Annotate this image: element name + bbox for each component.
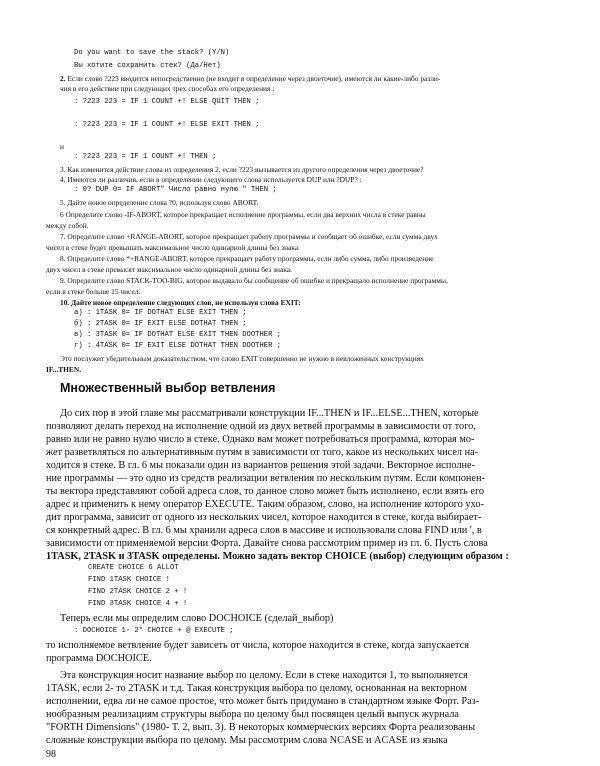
exercise-7: 7. Определите слово +RANGE-ABORT, которое прекращает работу программы и сообщает об ошибке, если сумма двух — [60, 232, 438, 241]
prompt-line-en: Do you want to save the stack? (Y/N) — [74, 49, 230, 57]
exercise-10-conclusion: Это послужит убедительным доказательством, что слово EXIT совершенно не нужно в невложенных конструкциях — [60, 354, 424, 363]
paragraph-line: равно или не равно нулю число в стеке. Однако вам может потребоваться программа, которая мо- — [46, 434, 475, 445]
exercise-10: 10. Дайте новое определение следующих слов, не используя слова EXIT: — [60, 298, 301, 307]
exercise-7-cont: чисел в стеке будет превышать максимальное число одинарной длины без знака. — [46, 243, 300, 252]
exercise-10-conclusion-cont: IF...THEN. — [46, 365, 82, 374]
exercise-10-row-a: а) : 1TASK 0= IF DOTHAT ELSE EXIT THEN ; — [74, 309, 247, 317]
page-number: 98 — [46, 749, 56, 760]
code-line: FIND 3TASK CHOICE 4 + ! — [88, 600, 188, 608]
exercise-4-code: : 0? DUP 0= IF ABORT" Число равно нулю " THEN ; — [74, 186, 277, 194]
paragraph-line: ты вектора представляют собой адреса слов, то данное слово может быть исполнено, если взять его — [46, 486, 485, 497]
exercise-6: 6 Определите слово -IF-ABORT, которое прекращает исполнение программы, если два верхних числа в стеке равны — [60, 210, 426, 219]
paragraph-line: дит программа, зависит от одного из нескольких чисел, которое находится в стеке, когда выбирает- — [46, 512, 482, 523]
paragraph-line: нообразным реализациям структуры выбора по целому был посвящен целый выпуск журнала — [46, 709, 459, 720]
paragraph-line: Теперь если мы определим слово DOCHOICE (сделай_выбор) — [60, 613, 334, 624]
paragraph-line: 1TASK, если 2- то 2TASK и т.д. Такая конструкция выбора по целому, основанная на векторном — [46, 683, 467, 694]
exercise-8: 8. Определите слово *+RANGE-ABORT, которое прекращает работу программы, если либо сумма, либо произведение — [60, 254, 434, 263]
prompt-line-ru: Вы хотите сохранить стек? (Да/Нет) — [74, 62, 221, 70]
code-line: FIND 1TASK CHOICE ! — [88, 576, 170, 584]
code-line: CREATE CHOICE 6 ALLOT — [88, 564, 179, 572]
exercise-2-code-1: : ?223 223 = IF 1 COUNT +! ELSE QUIT THEN ; — [74, 98, 260, 106]
exercise-2-and: и — [60, 142, 64, 151]
paragraph-line: ся конкретный адрес. В гл. 6 мы хранили адреса слов в массиве и использовали слова FIND или ', в — [46, 525, 482, 536]
paragraph-line: сложные конструкции выбора по целому. Мы рассмотрим слова NCASE и ACASE из языка — [46, 735, 448, 746]
paragraph-line: программа DOCHOICE. — [46, 653, 152, 664]
paragraph-line: зависимости от применяемой версии Форта. Давайте снова рассмотрим пример из гл. 6. Пусть слова — [46, 538, 488, 549]
exercise-3: 3. Как изменится действие слова из определения 2, если ?223 вызывается из другого определения через двоеточие? — [60, 165, 424, 174]
exercise-9: 9. Определите слово STACK-TOO-BIG, которое выдавало бы сообщение об ошибке и прекращало исполнение программы, — [60, 276, 448, 285]
paragraph-line: До сих пор в этой главе мы рассматривали конструкции IF...THEN и IF...ELSE...THEN, которые — [60, 408, 479, 419]
exercise-6-cont: между собой. — [46, 221, 89, 230]
exercise-2-code-2: : ?223 223 = IF 1 COUNT +! ELSE EXIT THEN ; — [74, 121, 260, 129]
paragraph-line: то исполняемое ветвление будет зависеть от числа, которое находится в стеке, когда запускается — [46, 640, 469, 651]
exercise-8-cont: двух чисел в стеке превысят максимальное число одинарной длины без знака. — [46, 265, 292, 274]
exercise-10-row-c: в) : 3TASK 0= IF DOTHAT ELSE EXIT THEN DOOTHER ; — [74, 331, 282, 339]
code-line: FIND 2TASK CHOICE 2 + ! — [88, 588, 188, 596]
exercise-5: 5. Дайте новое определение слова ?0, используя слово ABORT. — [60, 198, 259, 207]
paragraph-line: жет разветвляться по альтернативным путям в зависимости от того, какое из нескольких чисел на- — [46, 447, 479, 458]
exercise-10-row-d: г) : 4TASK 0= IF EXIT ELSE DOTHAT THEN DOOTHER ; — [74, 342, 282, 350]
paragraph-line: адрес и применить к нему оператор EXECUTE. Таким образом, слово, на исполнение которого ухо- — [46, 499, 484, 510]
section-heading: Множественный выбор ветвления — [60, 381, 276, 395]
exercise-2-text-cont: чия в его действии при следующих трех способах его определения : — [60, 84, 275, 93]
exercise-10-row-b: б) : 2TASK 0= IF EXIT ELSE DOTHAT THEN ; — [74, 320, 247, 328]
exercise-4: 4. Имеются ли различия, если в определении следующего слова используется DUP или ?DUP? : — [60, 175, 362, 184]
paragraph-line: ние программы — это одно из средств реализации ветвления по нескольким путям. Если компонен- — [46, 473, 485, 484]
code-line: : DOCHOICE 1- 2* CHOICE + @ EXECUTE ; — [74, 627, 234, 635]
exercise-9-cont: если в стеке больше 15 чисел. — [46, 287, 141, 296]
paragraph-line: исполнении, едва ли не самое простое, что может быть придумано в стандартном языке Форт. Раз- — [46, 696, 480, 707]
exercise-2-code-3: : ?223 223 = IF 1 COUNT +! THEN ; — [74, 153, 217, 161]
exercise-2-text: 2. Если слово ?223 вводится непосредственно (не входит в определение через двоеточие), имеются ли какие-либо разли- — [60, 74, 441, 83]
paragraph-line: ходится в стеке. В гл. 6 мы показали один из вариантов решения этой задачи. Векторное исполне- — [46, 460, 475, 471]
paragraph-line: Эта конструкция носит название выбор по целому. Если в стеке находится 1, то выполняется — [60, 670, 468, 681]
paragraph-line: "FORTH Dimensions" (1980- Т. 2, вып. 3). В некоторых коммерческих версиях Форта реализованы — [46, 722, 475, 733]
paragraph-line: позволяют делать переход на исполнение одной из двух ветвей программы в зависимости от того, — [46, 421, 476, 432]
paragraph-line: 1TASK, 2TASK и 3TASK определены. Можно задать вектор CHOICE (выбор) следующим образом : — [46, 551, 509, 562]
